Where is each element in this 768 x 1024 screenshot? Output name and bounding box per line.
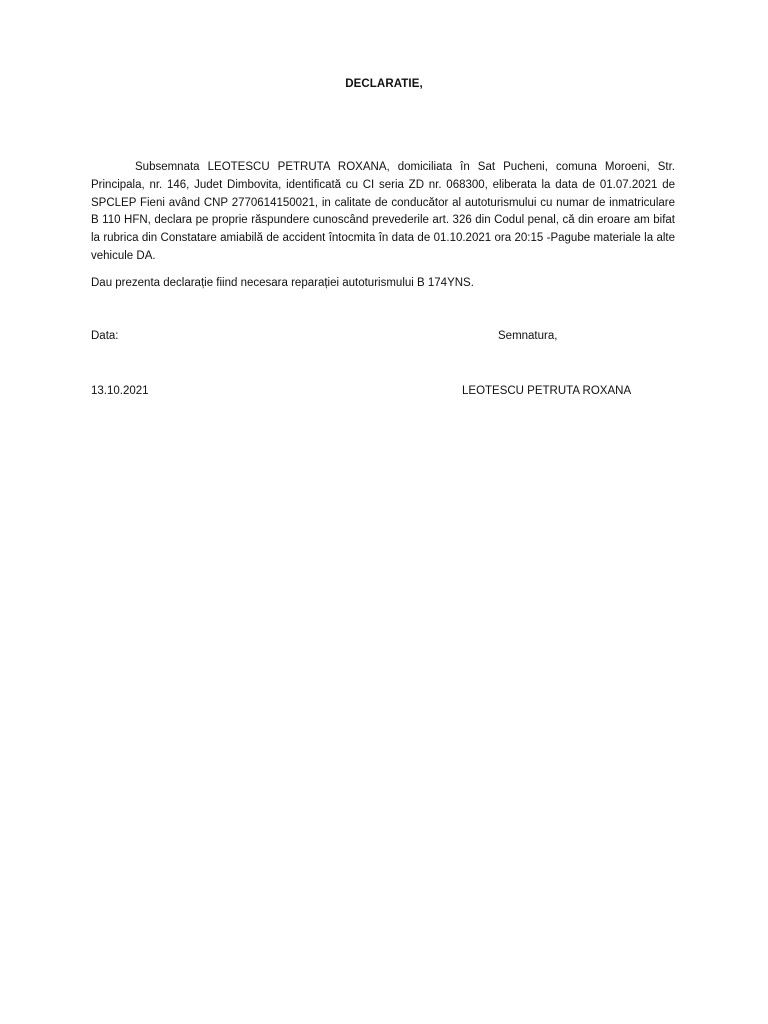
document-title: DECLARATIE, [345,78,423,90]
signature-label: Semnatura, [498,330,558,342]
declaration-paragraph: Subsemnata LEOTESCU PETRUTA ROXANA, domiciliata în Sat Pucheni, comuna Moroeni, Str. Principala, nr. 146, Judet Dimbovita, identificată cu CI seria ZD nr. 068300, eliberata la data de 01.07.2021 de SPCLEP Fieni având CNP 2770614150021, in calitate de conducător al autoturismului cu numar de inmatriculare B 110 HFN, declara pe proprie răspundere cunoscând prevederile art. 326 din Codul penal, că din eroare am bifat la rubrica din Constatare amiabilă de accident întocmita în data de 01.10.2021 ora 20:15 -Pagube materiale la alte vehicule DA. [91,161,675,262]
purpose-paragraph: Dau prezenta declarație fiind necesara reparației autoturismului B 174YNS. [91,277,474,289]
signer-name: LEOTESCU PETRUTA ROXANA [462,385,632,397]
date-value: 13.10.2021 [91,385,149,397]
date-label: Data: [91,330,119,342]
